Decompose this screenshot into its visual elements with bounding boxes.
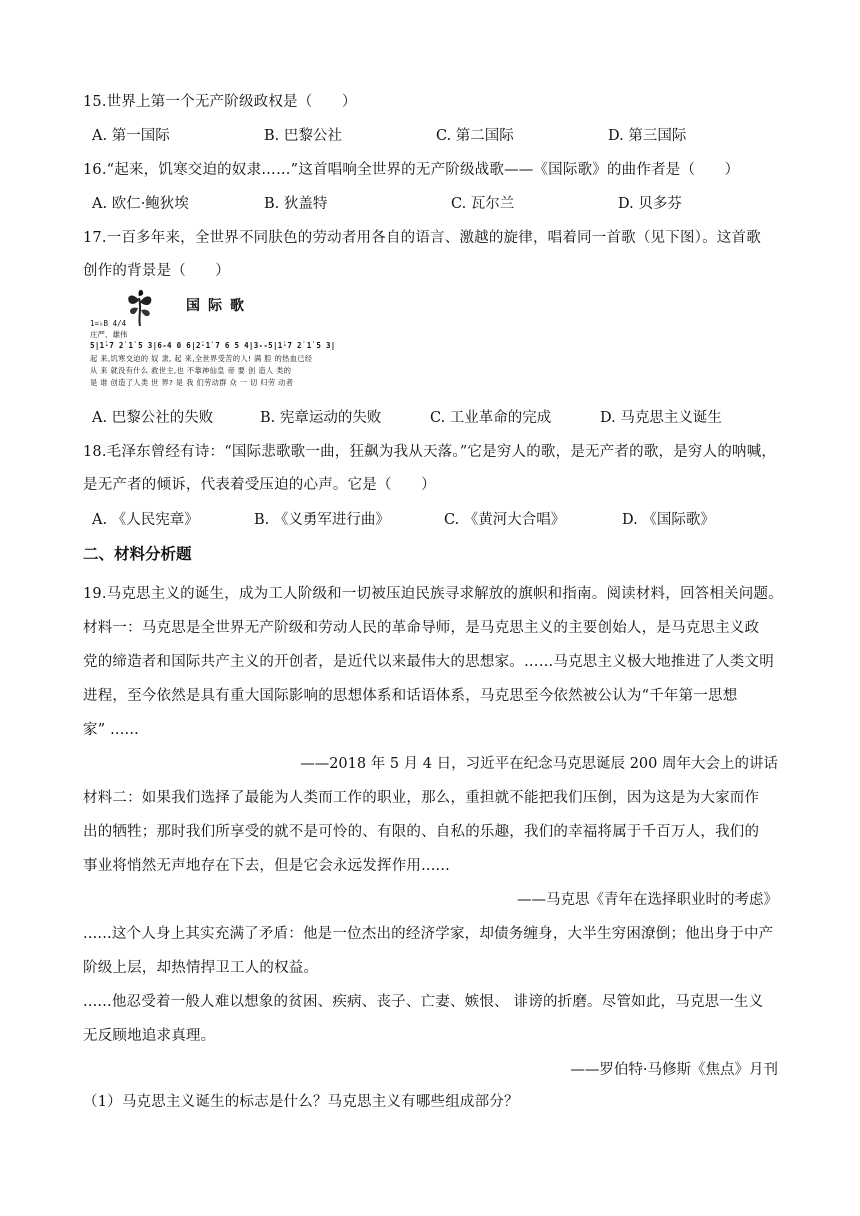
q19-material2-line1: 材料二：如果我们选择了最能为人类而工作的职业，那么，重担就不能把我们压倒，因为这是为大家而作 bbox=[83, 790, 760, 806]
q17-option-c: C. 工业革命的完成 bbox=[430, 410, 552, 426]
q18-option-c: C. 《黄河大合唱》 bbox=[444, 512, 566, 528]
flower-logo-icon bbox=[122, 288, 158, 328]
q17-option-b: B. 宪章运动的失败 bbox=[260, 410, 382, 426]
q16-option-d: D. 贝多芬 bbox=[618, 196, 682, 212]
q16-option-a: A. 欧仁·鲍狄埃 bbox=[92, 196, 189, 212]
sheet-key: 1=♭B 4/4 bbox=[90, 319, 127, 328]
sheet-notes: 5|1̇·7 2̇ 1̇ 5 3|6-4 0 6|2̇·1̇ 7 6 5 4|3--5|1̇·7 2̇ 1̇ 5 3| bbox=[90, 341, 336, 350]
q16-option-c: C. 瓦尔兰 bbox=[451, 196, 515, 212]
q19-material3-line1: ......这个人身上其实充满了矛盾：他是一位杰出的经济学家，却债务缠身，大半生穷困潦倒；他出身于中产 bbox=[83, 926, 774, 942]
sheet-title: 国际歌 bbox=[186, 298, 252, 314]
q18-option-b: B. 《义勇军进行曲》 bbox=[254, 512, 390, 528]
q19-material1-line3: 进程，至今依然是具有重大国际影响的思想体系和话语体系，马克思至今依然被公认为“千年第一思想 bbox=[83, 688, 738, 704]
q19-subquestion-1: （1）马克思主义诞生的标志是什么？马克思主义有哪些组成部分？ bbox=[83, 1094, 519, 1110]
q18-option-d: D. 《国际歌》 bbox=[622, 512, 715, 528]
q19-material2-source: ——马克思《青年在选择职业时的考虑》 bbox=[517, 892, 778, 908]
q15-stem: 15.世界上第一个无产阶级政权是（ ） bbox=[83, 94, 357, 110]
q19-material3-source: ——罗伯特·马修斯《焦点》月刊 bbox=[570, 1062, 778, 1078]
sheet-lyric-line2: 从 来 就没有什么 救世主,也 不靠神仙皇 帝 要 创 造人 类的 bbox=[90, 366, 292, 375]
q16-stem: 16.“起来，饥寒交迫的奴隶……”这首唱响全世界的无产阶级战歌——《国际歌》的曲作者是（ ） bbox=[83, 162, 740, 178]
q17-option-d: D. 马克思主义诞生 bbox=[600, 410, 722, 426]
q19-material3-line4: 无反顾地追求真理。 bbox=[83, 1028, 216, 1044]
q17-option-a: A. 巴黎公社的失败 bbox=[92, 410, 214, 426]
q19-material2-line3: 事业将悄然无声地存在下去，但是它会永远发挥作用...... bbox=[83, 858, 450, 874]
sheet-lyric-line3: 是 谁 创造了人类 世 界? 是 我 们劳动群 众 一 切 归劳 动者 bbox=[90, 378, 294, 387]
q19-material1-line2: 党的缔造者和国际共产主义的开创者，是近代以来最伟大的思想家。……马克思主义极大地推进了人类文明 bbox=[83, 654, 774, 670]
sheet-tempo: 庄严、雄伟 bbox=[90, 330, 128, 339]
q19-material2-line2: 出的牺牲；那时我们所享受的就不是可怜的、有限的、自私的乐趣，我们的幸福将属于千百万人，我们的 bbox=[83, 824, 760, 840]
q19-material3-line2: 阶级上层，却热情捍卫工人的权益。 bbox=[83, 960, 319, 976]
q17-stem-line2: 创作的背景是（ ） bbox=[83, 263, 230, 279]
section-heading: 二、材料分析题 bbox=[83, 545, 192, 563]
q19-material1-source: ——2018 年 5 月 4 日，习近平在纪念马克思诞辰 200 周年大会上的讲话 bbox=[300, 756, 778, 772]
q15-option-d: D. 第三国际 bbox=[608, 128, 687, 144]
q17-stem-line1: 17.一百多年来，全世界不同肤色的劳动者用各自的语言、激越的旋律，唱着同一首歌（见下图）。这首歌 bbox=[83, 230, 761, 246]
sheet-lyric-line1: 起 来,饥寒交迫的 奴 隶, 起 来,全世界受苦的人! 满 腔 的热血已经 bbox=[90, 354, 313, 363]
q15-option-c: C. 第二国际 bbox=[436, 128, 514, 144]
q18-stem-line2: 是无产者的倾诉，代表着受压迫的心声。它是（ ） bbox=[83, 477, 436, 493]
q18-option-a: A. 《人民宪章》 bbox=[92, 512, 199, 528]
q19-intro: 19.马克思主义的诞生，成为工人阶级和一切被压迫民族寻求解放的旗帜和指南。阅读材料，回答相关问题。 bbox=[83, 586, 783, 602]
q19-material1-line4: 家” ...... bbox=[83, 722, 139, 738]
q15-option-a: A. 第一国际 bbox=[92, 128, 170, 144]
q19-material3-line3: ......他忍受着一般人难以想象的贫困、疾病、丧子、亡妻、嫉恨、 诽谤的折磨。尽管如此，马克思一生义 bbox=[83, 994, 764, 1010]
q18-stem-line1: 18.毛泽东曾经有诗：“国际悲歌歌一曲，狂飙为我从天落。”它是穷人的歌，是无产者的歌，是穷人的呐喊， bbox=[83, 444, 777, 460]
internationale-sheet-music bbox=[88, 288, 340, 396]
q19-material1-line1: 材料一：马克思是全世界无产阶级和劳动人民的革命导师，是马克思主义的主要创始人，是马克思主义政 bbox=[83, 620, 760, 636]
q15-option-b: B. 巴黎公社 bbox=[264, 128, 342, 144]
q16-option-b: B. 狄盖特 bbox=[264, 196, 328, 212]
